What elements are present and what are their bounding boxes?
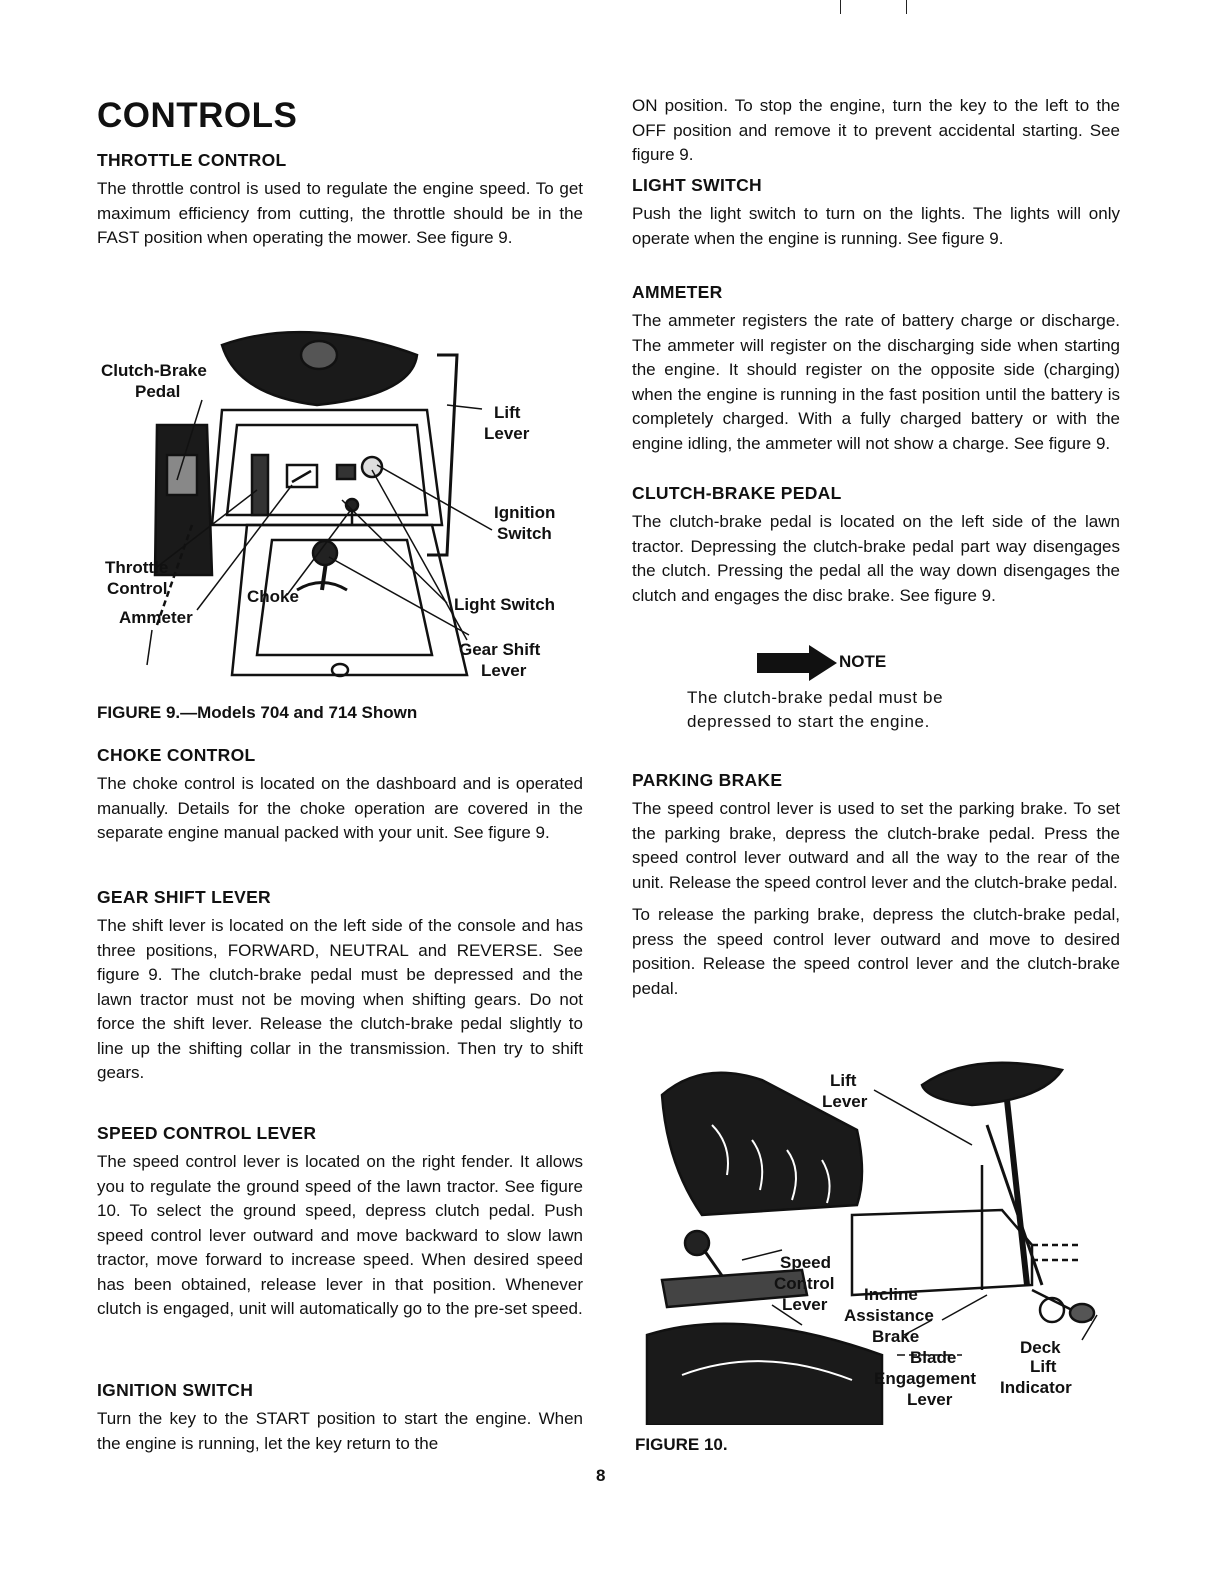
fig10-label-incline-1: Incline: [864, 1285, 918, 1304]
scan-mark: [906, 0, 907, 14]
note-arrow-icon: [757, 645, 839, 681]
choke-heading: CHOKE CONTROL: [97, 745, 256, 765]
clutch-brake-heading: CLUTCH-BRAKE PEDAL: [632, 483, 842, 503]
fig9-label-gear-1: Gear Shift: [459, 640, 541, 659]
throttle-body: The throttle control is used to regulate the engine speed. To get maximum efficiency from cutting, the throttle should be in the FAST position when operating the mower. See figure 9.: [97, 179, 583, 247]
fig9-label-ignition-2: Switch: [497, 524, 552, 543]
fig9-label-ignition-1: Ignition: [494, 503, 556, 522]
fig10-label-brake: Brake: [872, 1327, 920, 1346]
note-text-line-1: The clutch-brake pedal must be: [687, 688, 944, 707]
ignition-body: Turn the key to the START position to start the engine. When the engine is running, let the key return to the: [97, 1409, 583, 1453]
parking-brake-section: [632, 770, 1120, 1001]
page-title: CONTROLS: [97, 96, 298, 135]
gear-shift-section: [97, 887, 583, 1086]
fig9-label-clutch-brake-1: Clutch-Brake: [101, 361, 207, 380]
fig9-label-throttle-1: Throttle: [105, 558, 169, 577]
choke-section: [97, 745, 583, 846]
fig10-label-speed-1: Speed: [780, 1253, 832, 1272]
fig10-label-speed-3: Lever: [782, 1295, 828, 1314]
speed-control-body: The speed control lever is located on the right fender. It allows you to regulate the ground speed of the lawn tractor. See figure 10. To select the ground speed, depress clutch pedal. Push speed control lever outward and move backward to slow lawn tractor, move forward to increase speed. When desired speed has been obtained, release lever in that position. Whenever clutch is engaged, unit will automatically go to the pre-set speed.: [97, 1152, 583, 1318]
choke-body: The choke control is located on the dashboard and is operated manually. Details for the choke operation are covered in the separate engine manual packed with your unit. See figure 9.: [97, 774, 583, 842]
page-number: 8: [596, 1466, 606, 1485]
fig9-label-gear-2: Lever: [481, 661, 527, 680]
clutch-brake-body: The clutch-brake pedal is located on the left side of the lawn tractor. Depressing the clutch-brake pedal part way disengages the clutch. Pressing the pedal all the way down disengages the clutch and engages the disc brake. See figure 9.: [632, 512, 1120, 605]
parking-brake-body-2: To release the parking brake, depress the clutch-brake pedal, press the speed control lever outward and move to desired position. Release the speed control lever and the clutch-brake pedal.: [632, 905, 1120, 998]
fig10-label-blade-3: Lever: [907, 1390, 953, 1409]
fig10-label-speed-2: Control: [774, 1274, 835, 1293]
clutch-brake-section: [632, 483, 1120, 608]
fig9-label-ammeter: Ammeter: [119, 608, 193, 627]
ammeter-body: The ammeter registers the rate of battery charge or discharge. The ammeter will register on the discharging side when starting the engine. It should register on the opposite side (charging) when the engine is running in the fast position until the battery is completely charged. With a fully charged battery or with the engine idling, the ammeter will not show a charge. See figure 9.: [632, 311, 1120, 453]
figure-10: [642, 1045, 1112, 1425]
note-text-line-2: depressed to start the engine.: [687, 712, 930, 731]
fig10-label-deck-2: Lift: [1030, 1357, 1057, 1376]
fig9-label-light-switch: Light Switch: [454, 595, 556, 614]
ignition-continued-body: ON position. To stop the engine, turn the key to the left to the OFF position and remove it to prevent accidental starting. See figure 9.: [632, 96, 1120, 164]
ammeter-section: [632, 282, 1120, 456]
ignition-section: [97, 1380, 583, 1456]
throttle-section: [97, 150, 583, 251]
fig10-label-deck-1: Deck: [1020, 1338, 1061, 1357]
fig10-label-blade-2: Engagement: [874, 1369, 977, 1388]
fig9-label-lift-1: Lift: [494, 403, 521, 422]
fig9-label-clutch-brake-2: Pedal: [135, 382, 181, 401]
ammeter-heading: AMMETER: [632, 282, 723, 302]
gear-shift-body: The shift lever is located on the left side of the console and has three positions, FORWARD, NEUTRAL and REVERSE. See figure 9. The clutch-brake pedal must be depressed and the lawn tractor must not be moving when shifting gears. Do not force the shift lever. Release the clutch-brake pedal slightly to line up the shifting collar in the transmission. Then try to shift gears.: [97, 916, 583, 1082]
fig10-label-lift-2: Lever: [822, 1092, 868, 1111]
figure-9: [97, 325, 583, 685]
ignition-heading: IGNITION SWITCH: [97, 1380, 254, 1400]
ignition-continued: [632, 94, 1120, 168]
fig10-label-deck-3: Indicator: [1000, 1378, 1072, 1397]
fig9-label-throttle-2: Control: [107, 579, 168, 598]
scan-mark: [840, 0, 841, 14]
light-switch-section: [632, 175, 1120, 251]
throttle-heading: THROTTLE CONTROL: [97, 150, 287, 170]
parking-brake-heading: PARKING BRAKE: [632, 770, 783, 790]
figure-10-caption: FIGURE 10.: [635, 1435, 728, 1454]
figure-9-caption: FIGURE 9.—Models 704 and 714 Shown: [97, 703, 418, 722]
note-label: NOTE: [839, 652, 887, 671]
light-switch-heading: LIGHT SWITCH: [632, 175, 762, 195]
fig9-label-lift-2: Lever: [484, 424, 530, 443]
fig10-label-incline-2: Assistance: [844, 1306, 934, 1325]
fig9-label-choke: Choke: [247, 587, 299, 606]
fig10-label-blade-1: Blade: [910, 1348, 957, 1367]
fig10-label-lift-1: Lift: [830, 1071, 857, 1090]
speed-control-section: [97, 1123, 583, 1322]
gear-shift-heading: GEAR SHIFT LEVER: [97, 887, 271, 907]
parking-brake-body-1: The speed control lever is used to set the parking brake. To set the parking brake, depress the clutch-brake pedal. Press the speed control lever outward and all the way to the rear of the unit. Release the speed control lever and the clutch-brake pedal.: [632, 799, 1120, 892]
speed-control-heading: SPEED CONTROL LEVER: [97, 1123, 317, 1143]
light-switch-body: Push the light switch to turn on the lights. The lights will only operate when the engine is running. See figure 9.: [632, 204, 1120, 248]
